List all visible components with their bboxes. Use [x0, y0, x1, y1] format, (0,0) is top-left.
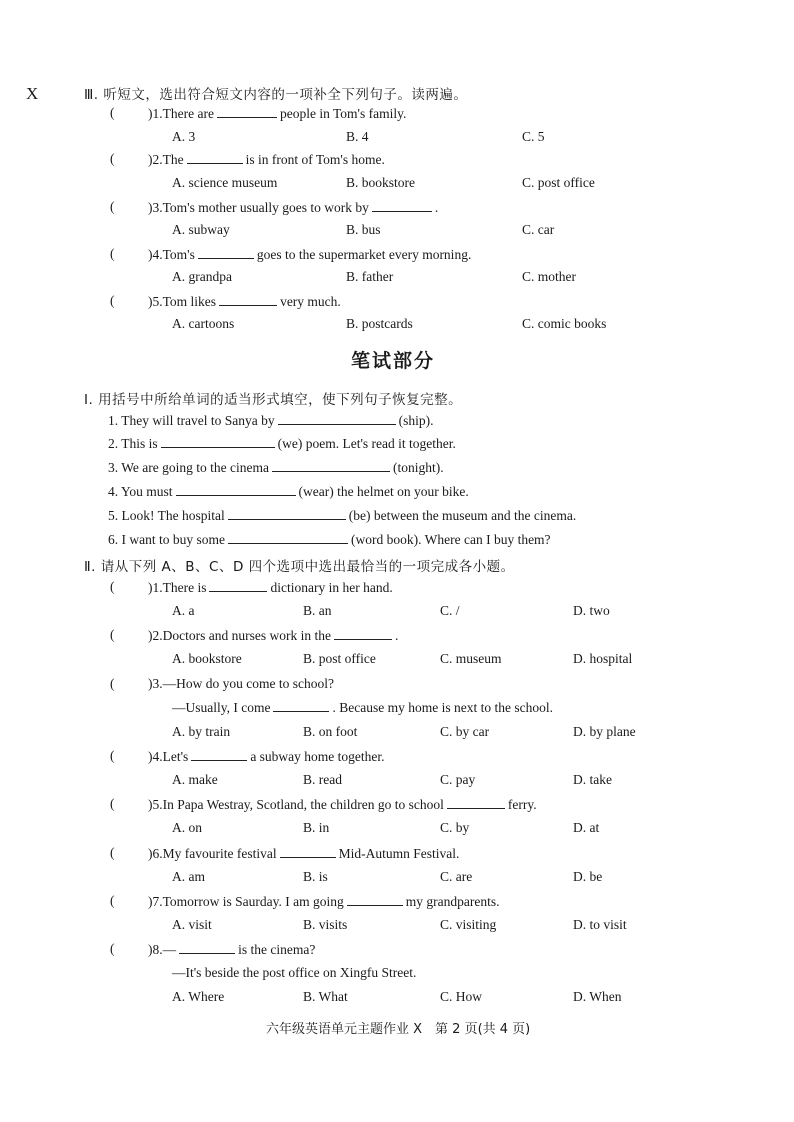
- fill-in-item: 5. Look! The hospital (be) between the museum and the cinema.: [108, 508, 577, 523]
- option-d: D. take: [573, 772, 612, 787]
- option-a: A. on: [172, 820, 202, 835]
- answer-blank[interactable]: [187, 151, 243, 164]
- option-a: A. science museum: [172, 175, 278, 190]
- answer-paren[interactable]: (: [110, 105, 115, 120]
- question-text-line2: —Usually, I come . Because my home is next to the school.: [172, 700, 553, 715]
- option-b: B. father: [346, 269, 394, 284]
- answer-blank[interactable]: [273, 699, 329, 712]
- section-one-title: Ⅰ. 用括号中所给单词的适当形式填空，使下列句子恢复完整。: [84, 392, 463, 408]
- written-part-title: 笔试部分: [351, 350, 436, 372]
- option-c: C. visiting: [440, 917, 497, 932]
- question-text: )7.Tomorrow is Saurday. I am going my grandparents.: [148, 894, 500, 909]
- option-c: C. by car: [440, 724, 490, 739]
- fill-in-item: 1. They will travel to Sanya by (ship).: [108, 413, 434, 428]
- answer-paren[interactable]: (: [110, 748, 115, 763]
- question-text: )3.Tom's mother usually goes to work by .: [148, 200, 439, 215]
- question-text: )8.— is the cinema?: [148, 942, 316, 957]
- answer-paren[interactable]: (: [110, 676, 115, 691]
- answer-blank[interactable]: [219, 293, 277, 306]
- option-a: A. cartoons: [172, 316, 235, 331]
- option-d: D. be: [573, 869, 603, 884]
- option-a: A. subway: [172, 222, 230, 237]
- option-a: A. visit: [172, 917, 212, 932]
- question-text: )4.Let's a subway home together.: [148, 749, 385, 764]
- answer-paren[interactable]: (: [110, 845, 115, 860]
- option-c: C. museum: [440, 651, 502, 666]
- option-b: B. read: [303, 772, 342, 787]
- option-a: A. 3: [172, 129, 196, 144]
- answer-paren[interactable]: (: [110, 199, 115, 214]
- option-c: C. car: [522, 222, 555, 237]
- option-c: C. pay: [440, 772, 476, 787]
- answer-blank[interactable]: [191, 748, 247, 761]
- option-c: C. by: [440, 820, 470, 835]
- answer-blank[interactable]: [334, 627, 392, 640]
- answer-paren[interactable]: (: [110, 893, 115, 908]
- answer-blank[interactable]: [447, 796, 505, 809]
- answer-blank[interactable]: [209, 579, 267, 592]
- answer-blank[interactable]: [198, 246, 254, 259]
- answer-blank[interactable]: [176, 483, 296, 496]
- option-c: C. are: [440, 869, 473, 884]
- answer-blank[interactable]: [179, 941, 235, 954]
- listening-section-title: Ⅲ. 听短文，选出符合短文内容的一项补全下列句子。读两遍。: [84, 87, 468, 103]
- option-d: D. by plane: [573, 724, 636, 739]
- answer-blank[interactable]: [372, 199, 432, 212]
- question-text: )2.The is in front of Tom's home.: [148, 152, 385, 167]
- answer-paren[interactable]: (: [110, 579, 115, 594]
- option-d: D. hospital: [573, 651, 633, 666]
- question-text: )1.There are people in Tom's family.: [148, 106, 407, 121]
- option-b: B. bus: [346, 222, 381, 237]
- question-text: )5.Tom likes very much.: [148, 294, 341, 309]
- option-a: A. bookstore: [172, 651, 242, 666]
- option-b: B. is: [303, 869, 328, 884]
- option-c: C. How: [440, 989, 483, 1004]
- answer-paren[interactable]: (: [110, 627, 115, 642]
- answer-blank[interactable]: [272, 459, 390, 472]
- option-c: C. mother: [522, 269, 576, 284]
- answer-blank[interactable]: [161, 435, 275, 448]
- question-text: )1.There is dictionary in her hand.: [148, 580, 393, 595]
- answer-paren[interactable]: (: [110, 151, 115, 166]
- answer-blank[interactable]: [280, 845, 336, 858]
- fill-in-item: 6. I want to buy some (word book). Where can I buy them?: [108, 532, 551, 547]
- option-a: A. make: [172, 772, 218, 787]
- question-text: )5.In Papa Westray, Scotland, the children go to school ferry.: [148, 797, 537, 812]
- option-a: A. Where: [172, 989, 225, 1004]
- section-two-title: Ⅱ. 请从下列 A、B、C、D 四个选项中选出最恰当的一项完成各小题。: [84, 559, 515, 575]
- fill-in-item: 4. You must (wear) the helmet on your bike.: [108, 484, 469, 499]
- option-b: B. post office: [303, 651, 376, 666]
- option-b: B. What: [303, 989, 348, 1004]
- question-text: )2.Doctors and nurses work in the .: [148, 628, 399, 643]
- question-text: )3.—How do you come to school?: [148, 676, 334, 691]
- fill-in-item: 2. This is (we) poem. Let's read it together.: [108, 436, 456, 451]
- option-d: D. at: [573, 820, 600, 835]
- option-b: B. bookstore: [346, 175, 415, 190]
- option-c: C. post office: [522, 175, 595, 190]
- option-a: A. grandpa: [172, 269, 232, 284]
- option-b: B. 4: [346, 129, 369, 144]
- option-d: D. two: [573, 603, 610, 618]
- question-text: )6.My favourite festival Mid-Autumn Festival.: [148, 846, 460, 861]
- option-b: B. on foot: [303, 724, 358, 739]
- answer-paren[interactable]: (: [110, 796, 115, 811]
- option-b: B. in: [303, 820, 330, 835]
- option-c: C. 5: [522, 129, 545, 144]
- question-text-line2: —It's beside the post office on Xingfu Street.: [172, 965, 417, 980]
- answer-blank[interactable]: [278, 412, 396, 425]
- option-c: C. comic books: [522, 316, 607, 331]
- answer-blank[interactable]: [228, 531, 348, 544]
- margin-mark: X: [26, 84, 39, 103]
- answer-blank[interactable]: [347, 893, 403, 906]
- option-d: D. to visit: [573, 917, 627, 932]
- option-a: A. am: [172, 869, 205, 884]
- page-footer: 六年级英语单元主题作业 X 第 2 页(共 4 页): [266, 1022, 531, 1037]
- answer-blank[interactable]: [228, 507, 346, 520]
- option-d: D. When: [573, 989, 622, 1004]
- option-c: C. /: [440, 603, 460, 618]
- question-text: )4.Tom's goes to the supermarket every morning.: [148, 247, 472, 262]
- fill-in-item: 3. We are going to the cinema (tonight).: [108, 460, 444, 475]
- option-b: B. an: [303, 603, 332, 618]
- answer-blank[interactable]: [217, 105, 277, 118]
- answer-paren[interactable]: (: [110, 941, 115, 956]
- answer-paren[interactable]: (: [110, 293, 115, 308]
- answer-paren[interactable]: (: [110, 246, 115, 261]
- option-a: A. a: [172, 603, 195, 618]
- option-b: B. postcards: [346, 316, 413, 331]
- option-b: B. visits: [303, 917, 348, 932]
- option-a: A. by train: [172, 724, 231, 739]
